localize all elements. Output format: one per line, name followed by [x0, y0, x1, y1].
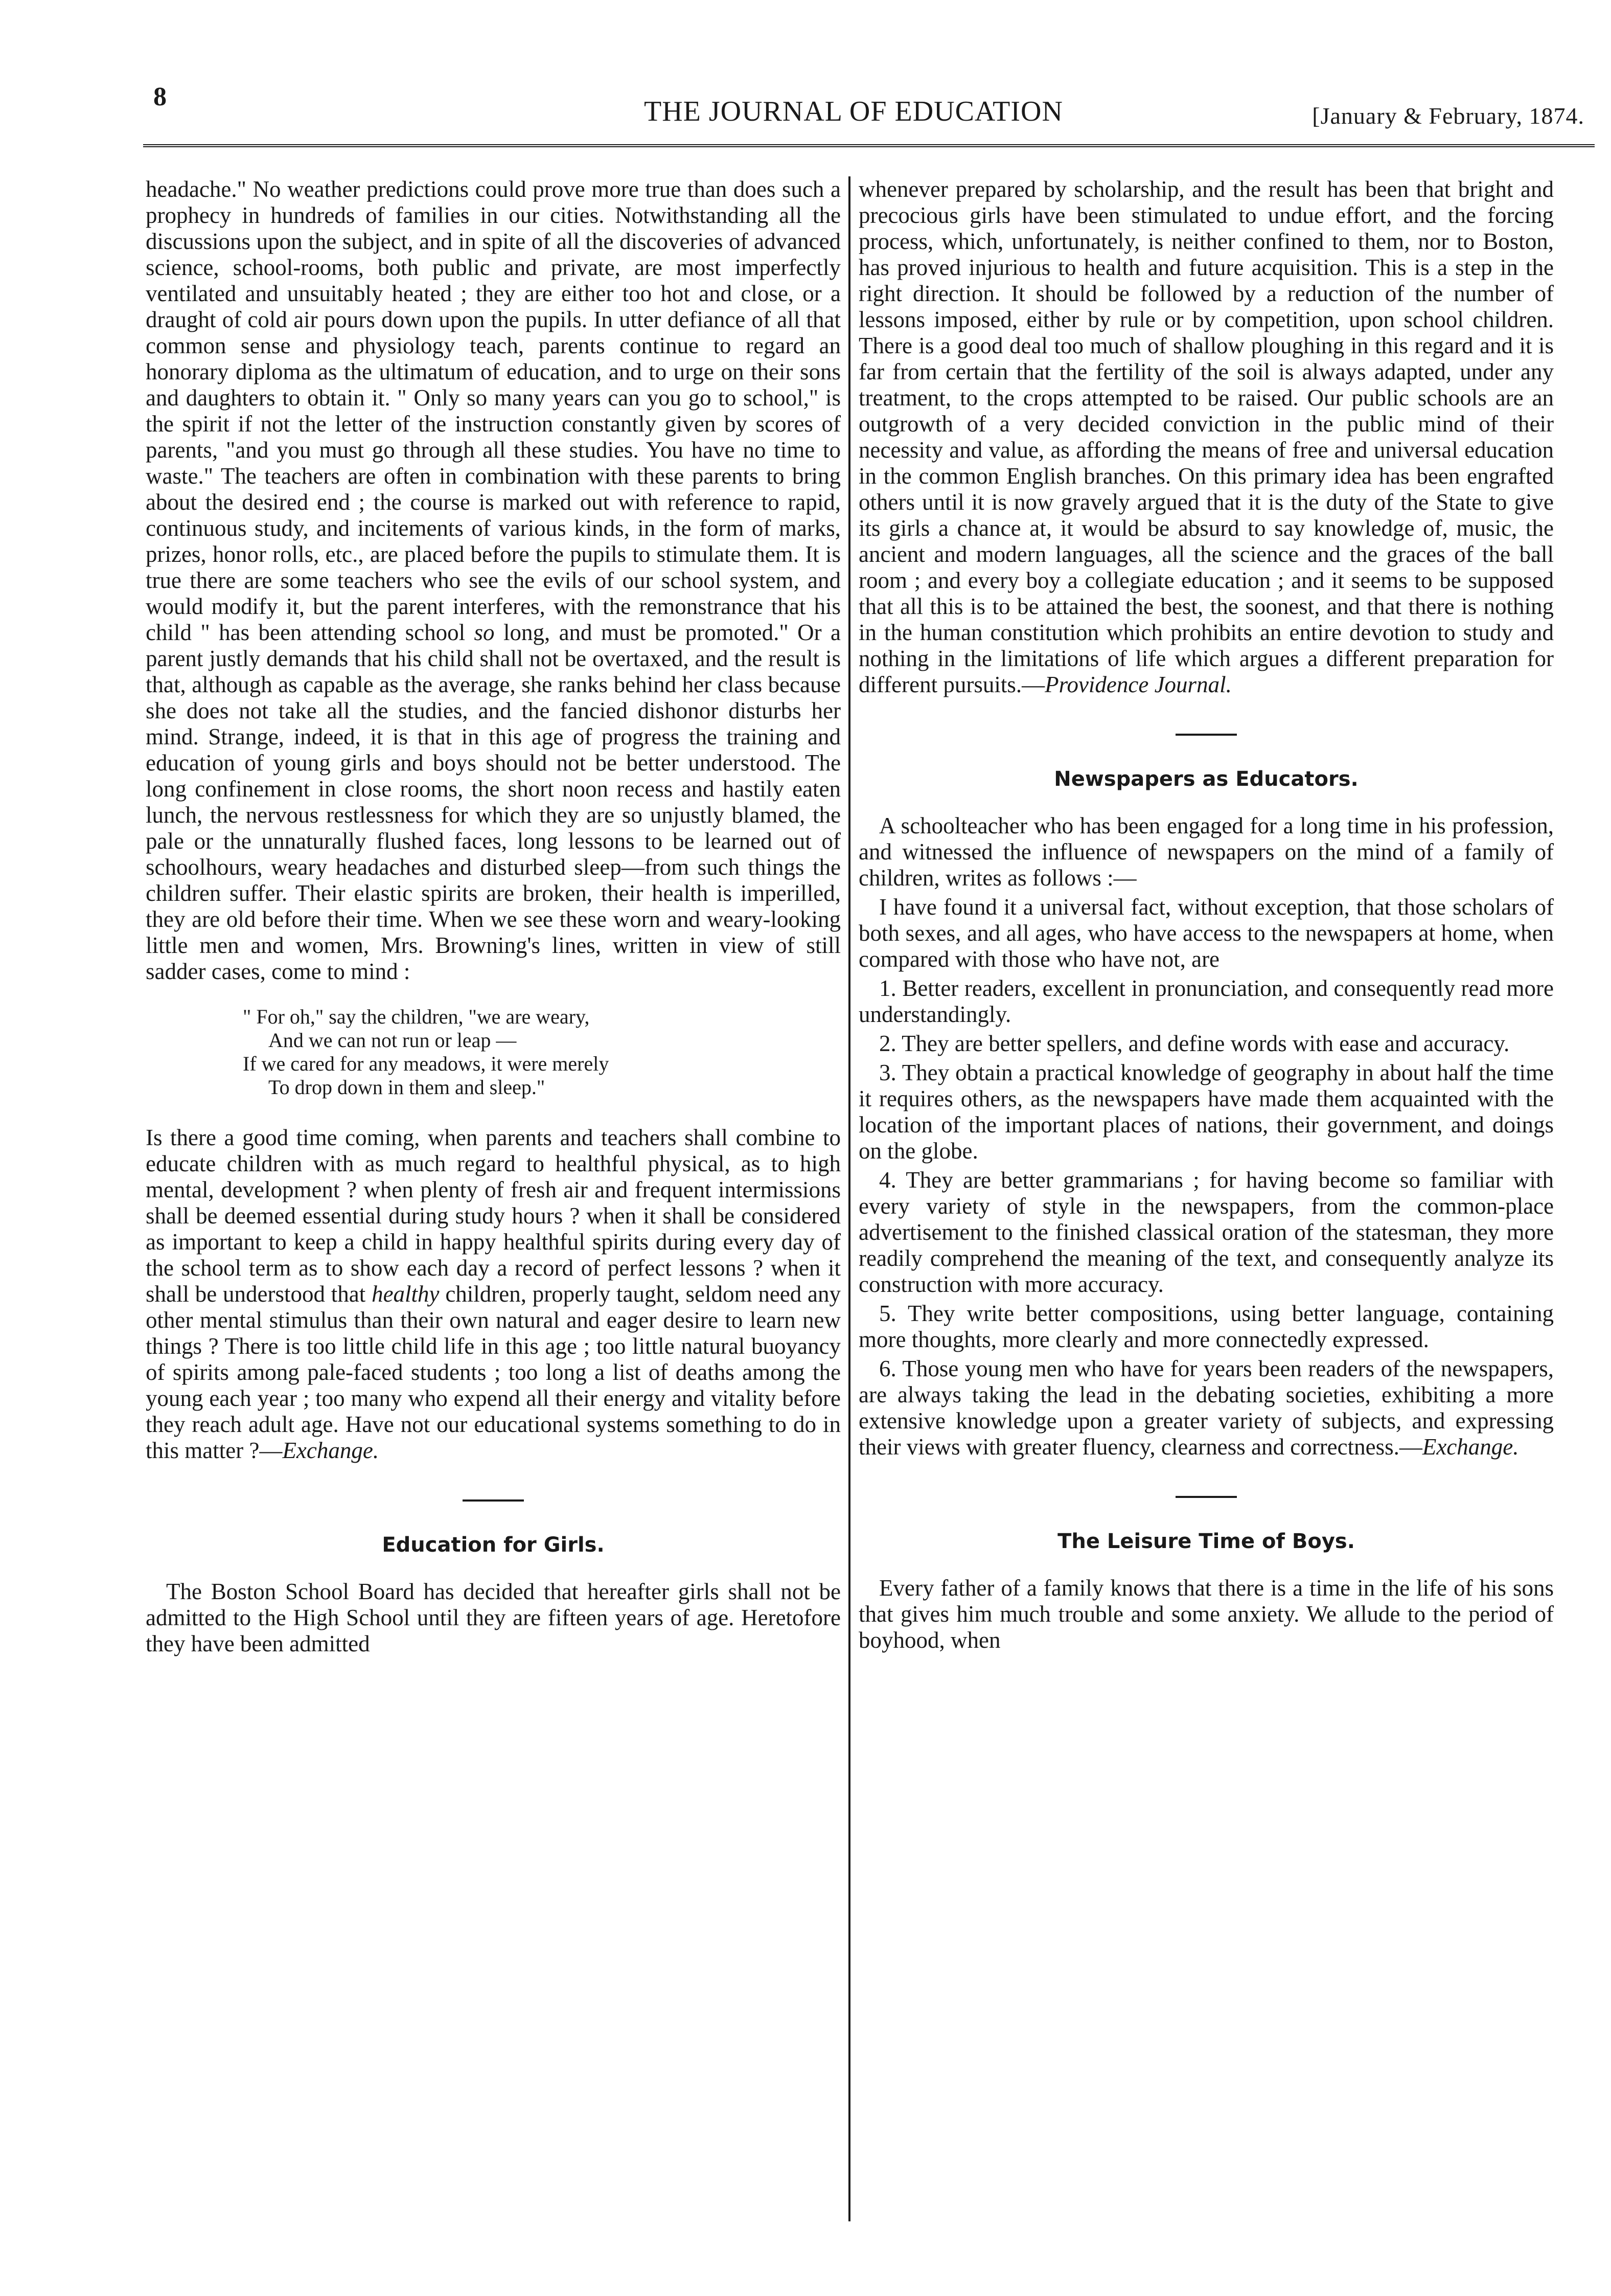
poem-line: If we cared for any meadows, it were merely: [243, 1052, 609, 1075]
section-separator: [463, 1499, 524, 1502]
poem-quote: [146, 1005, 841, 1099]
column-divider: [848, 176, 850, 2221]
list-item: 2. They are better spellers, and define words with ease and accuracy.: [879, 1031, 1510, 1056]
article-paragraph: The Boston School Board has decided that hereafter girls shall not be admitted to the High School until they are fifteen years of age. Heretofore they have been admitted: [146, 1579, 841, 1656]
left-column: [146, 176, 841, 1660]
article-paragraph: A schoolteacher who has been engaged for a long time in his profession, and witnessed the influence of newspapers on the mind of a family of children, writes as follows :—: [859, 813, 1554, 891]
list-item: 6. Those young men who have for years been readers of the newspapers, are always taking the lead in the debating societies, exhibiting a more extensive knowledge upon a greater variety of subjects, and expressing their views with greater fluency, clearness and correctness.—Exchange.: [859, 1356, 1554, 1460]
article-heading-newspapers: Newspapers as Educators.: [1054, 767, 1359, 791]
article-paragraph: Every father of a family knows that there is a time in the life of his sons that gives him much trouble and some anxiety. We allude to the period of boyhood, when: [859, 1575, 1554, 1653]
journal-title: THE JOURNAL OF EDUCATION: [644, 96, 1063, 127]
page-header: [153, 82, 1584, 143]
source-credit: Exchange.: [1422, 1434, 1519, 1460]
poem-line: To drop down in them and sleep.": [268, 1076, 545, 1099]
article-paragraph: headache." No weather predictions could prove more true than does such a prophecy in hundreds of families in our cities. Notwithstanding all the discussions upon the subject, and in spite of all the discoveries of advanced science, school-rooms, both public and private, are most imperfectly ventilated and unsuitably heated ; they are either too hot and close, or a draught of cold air pours down upon the pupils. In utter defiance of all that common sense and physiology teach, parents continue to regard an honorary diploma as the ultimatum of education, and to urge on their sons and daughters to obtain it. " Only so many years can you go to school," is the spirit if not the letter of the instruction constantly given by scores of parents, "and you must go through all these studies. You have no time to waste." The teachers are often in combination with these parents to bring about the desired end ; the course is marked out with reference to rapid, continuous study, and incitements of various kinds, in the form of marks, prizes, honor rolls, etc., are placed before the pupils to stimulate them. It is true there are some teachers who see the evils of our school system, and would modify it, but the parent interferes, with the remonstrance that his child " has been attending school so long, and must be promoted." Or a parent justly demands that his child shall not be overtaxed, and the result is that, although as capable as the average, she ranks behind her class because she does not take all the studies, and the fancied dishonor disturbs her mind. Strange, indeed, it is that in this age of progress the training and education of young girls and boys should not be better understood. The long confinement in close rooms, the short noon recess and hastily eaten lunch, the nervous restlessness for which they are so unjustly blamed, the pale or the unnaturally flushed faces, long lessons to be learned out of schoolhours, weary headaches and disturbed sleep—from such things the children suffer. Their elastic spirits are broken, their health is imperilled, they are old before their time. When we see these worn and weary-looking little men and women, Mrs. Browning's lines, written in view of still sadder cases, come to mind :: [146, 176, 841, 984]
section-separator: [1176, 1496, 1237, 1498]
article-paragraph: whenever prepared by scholarship, and the result has been that bright and precocious girls have been stimulated to undue effort, and the forcing process, which, unfortunately, is neither confined to them, nor to Boston, has proved injurious to health and future acquisition. This is a step in the right direction. It should be followed by a reduction of the number of lessons imposed, either by rule or by competition, upon school children. There is a good deal too much of shallow ploughing in this regard and it is far from certain that the fertility of the soil is always adapted, under any treatment, to the crops attempted to be raised. Our public schools are an outgrowth of a very decided conviction in the public mind of their necessity and value, as affording the means of free and universal education in the common English branches. On this primary idea has been engrafted others until it is now gravely argued that it is the duty of the State to give its girls a chance at, it would be absurd to say knowledge of, music, the ancient and modern languages, all the science and the graces of the ball room ; and every boy a collegiate education ; and it seems to be supposed that all this is to be attained the best, the soonest, and that there is nothing in the human constitution which prohibits an entire devotion to study and nothing in the limitations of life which argues a different preparation for different pursuits.—Providence Journal.: [859, 176, 1554, 697]
list-item: 3. They obtain a practical knowledge of geography in about half the time it requires others, as the newspapers have made them acquainted with the location of the important places of nations, their government, and doings on the globe.: [859, 1060, 1554, 1164]
source-credit: Providence Journal.: [1045, 672, 1232, 697]
source-credit: Exchange.: [282, 1438, 379, 1463]
list-item: 5. They write better compositions, using better language, containing more thoughts, more clearly and more connectedly expressed.: [859, 1301, 1554, 1352]
page-number: 8: [153, 82, 167, 111]
poem-line: " For oh," say the children, "we are weary,: [243, 1005, 590, 1028]
article-paragraph: I have found it a universal fact, without exception, that those scholars of both sexes, and all ages, who have access to the newspapers at home, when compared with those who have not, are: [859, 894, 1554, 972]
issue-date: [January & February, 1874.: [1312, 103, 1584, 129]
right-column: [859, 176, 1554, 1656]
article-heading-leisure: The Leisure Time of Boys.: [1057, 1530, 1355, 1553]
header-rule: [143, 144, 1595, 147]
article-paragraph: Is there a good time coming, when parents and teachers shall combine to educate children with as much regard to healthful physical, as to high mental, development ? when plenty of fresh air and frequent intermissions shall be deemed essential during study hours ? when it shall be considered as important to keep a child in happy healthful spirits during every day of the school term as to show each day a record of perfect lessons ? when it shall be understood that healthy children, properly taught, seldom need any other mental stimulus than their own natural and eager desire to learn new things ? There is too little child life in this age ; too little natural buoyancy of spirits among pale-faced students ; too long a list of deaths among the young each year ; too many who expend all their energy and vitality before they reach adult age. Have not our educational systems something to do in this matter ?—Exchange.: [146, 1125, 841, 1463]
poem-line: And we can not run or leap —: [268, 1029, 517, 1052]
section-separator: [1176, 734, 1237, 736]
list-item: 4. They are better grammarians ; for having become so familiar with every variety of style in the newspapers, from the common-place advertisement to the finished classical oration of the statesman, they more readily comprehend the meaning of the text, and consequently analyze its construction with more accuracy.: [859, 1167, 1554, 1297]
list-item: 1. Better readers, excellent in pronunciation, and consequently read more understandingly.: [859, 975, 1554, 1027]
article-heading-girls: Education for Girls.: [382, 1533, 605, 1557]
